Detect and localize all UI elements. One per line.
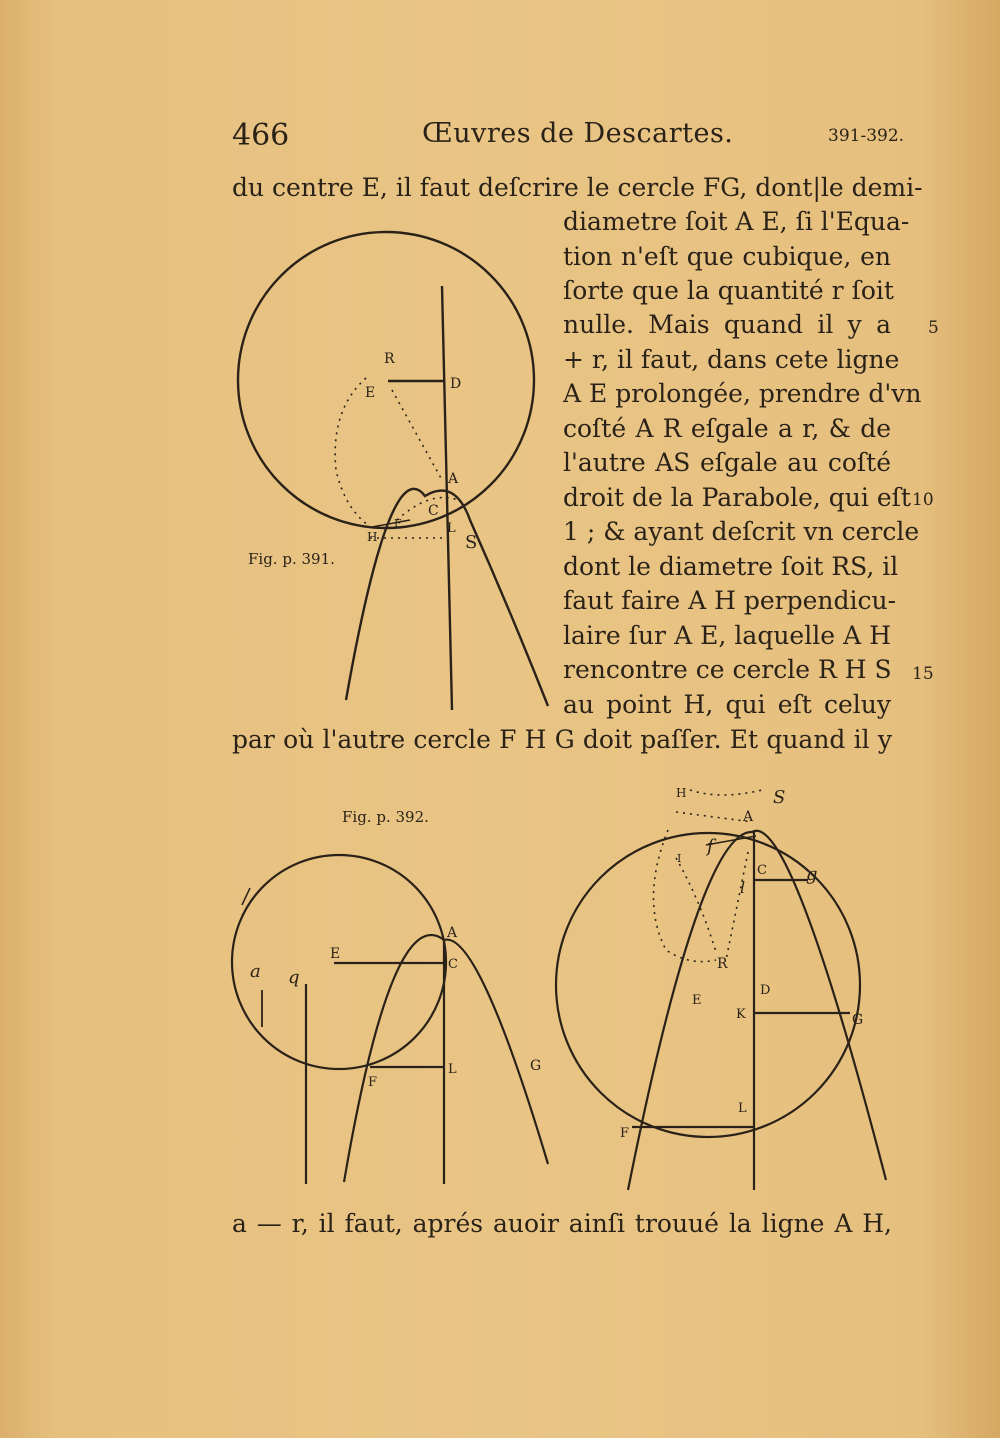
label-h: H <box>676 786 687 800</box>
label-f: F <box>368 1075 378 1090</box>
page-range: 391-392. <box>828 126 905 146</box>
label-g-lower: g <box>806 864 818 885</box>
label-k: K <box>736 1007 746 1022</box>
text-line: dont le diametre ſoit RS, il <box>563 552 899 581</box>
figure-caption: Fig. p. 392. <box>342 808 429 826</box>
label-e: E <box>330 946 341 962</box>
text-line: ſorte que la quantité r ſoit <box>563 276 894 305</box>
parabola <box>628 831 886 1190</box>
label-e: E <box>692 993 702 1008</box>
label-g: G <box>852 1012 864 1028</box>
label-l-lower: l <box>740 878 746 897</box>
text-line: + r, il faut, dans cete ligne <box>563 345 900 374</box>
label-i: I <box>677 852 682 865</box>
text-line: 1 ; & ayant deſcrit vn cercle <box>563 517 920 546</box>
dotted-hs <box>690 790 762 795</box>
text-line: au point H, qui eſt celuy <box>563 690 891 719</box>
label-l: L <box>738 1101 747 1116</box>
text-line: rencontre ce cercle R H S <box>563 655 892 684</box>
label-s: S <box>773 787 786 808</box>
text-line: nulle. Mais quand il y a <box>563 310 891 339</box>
running-title: Œuvres de Descartes. <box>422 118 734 149</box>
text-line: droit de la Parabole, qui eſt <box>563 483 911 512</box>
label-f-lower: f <box>707 836 714 857</box>
text-line: tion n'eſt que cubique, en <box>563 242 891 271</box>
text-line: faut faire A H perpendicu- <box>563 586 897 615</box>
label-c: C <box>448 957 458 972</box>
label-l: L <box>447 521 456 536</box>
label-h: H <box>367 530 378 544</box>
label-a-upper: A <box>447 925 458 941</box>
label-q: q <box>288 967 300 988</box>
label-l: L <box>448 1062 457 1077</box>
label-c: C <box>757 863 767 878</box>
text-line: du centre E, il faut deſcrire le cercle FG, dont|le demi- <box>232 173 923 202</box>
label-d: D <box>450 376 462 392</box>
text-line: diametre ſoit A E, ſi l'Equa- <box>563 207 910 236</box>
label-f: F <box>394 517 402 530</box>
text-line: A E prolongée, prendre d'vn <box>563 379 922 408</box>
line-number: 15 <box>912 664 934 684</box>
text-line: laire ſur A E, laquelle A H <box>563 621 891 650</box>
text-line: par où l'autre cercle F H G doit paſſer. Et quand il y <box>232 725 892 754</box>
text-line: l'autre AS eſgale au coſté <box>563 448 891 477</box>
label-c: C <box>428 503 439 519</box>
text-line: a — r, il faut, aprés auoir ainſi trouué la ligne A H, <box>232 1209 892 1238</box>
label-d: D <box>760 983 771 998</box>
label-f: F <box>620 1126 630 1141</box>
line-number: 5 <box>928 318 939 338</box>
page-number: 466 <box>232 118 290 153</box>
label-s: S <box>465 532 478 553</box>
label-r: R <box>384 351 395 367</box>
label-r: R <box>717 956 728 972</box>
label-a: A <box>743 809 754 825</box>
line-number: 10 <box>912 490 934 510</box>
label-a: A <box>448 471 459 487</box>
label-g: G <box>530 1058 542 1074</box>
text-line: coſté A R eſgale a r, & de <box>563 414 891 443</box>
label-a: a <box>250 961 261 982</box>
label-e: E <box>365 385 376 401</box>
figure-caption: Fig. p. 391. <box>248 550 335 568</box>
